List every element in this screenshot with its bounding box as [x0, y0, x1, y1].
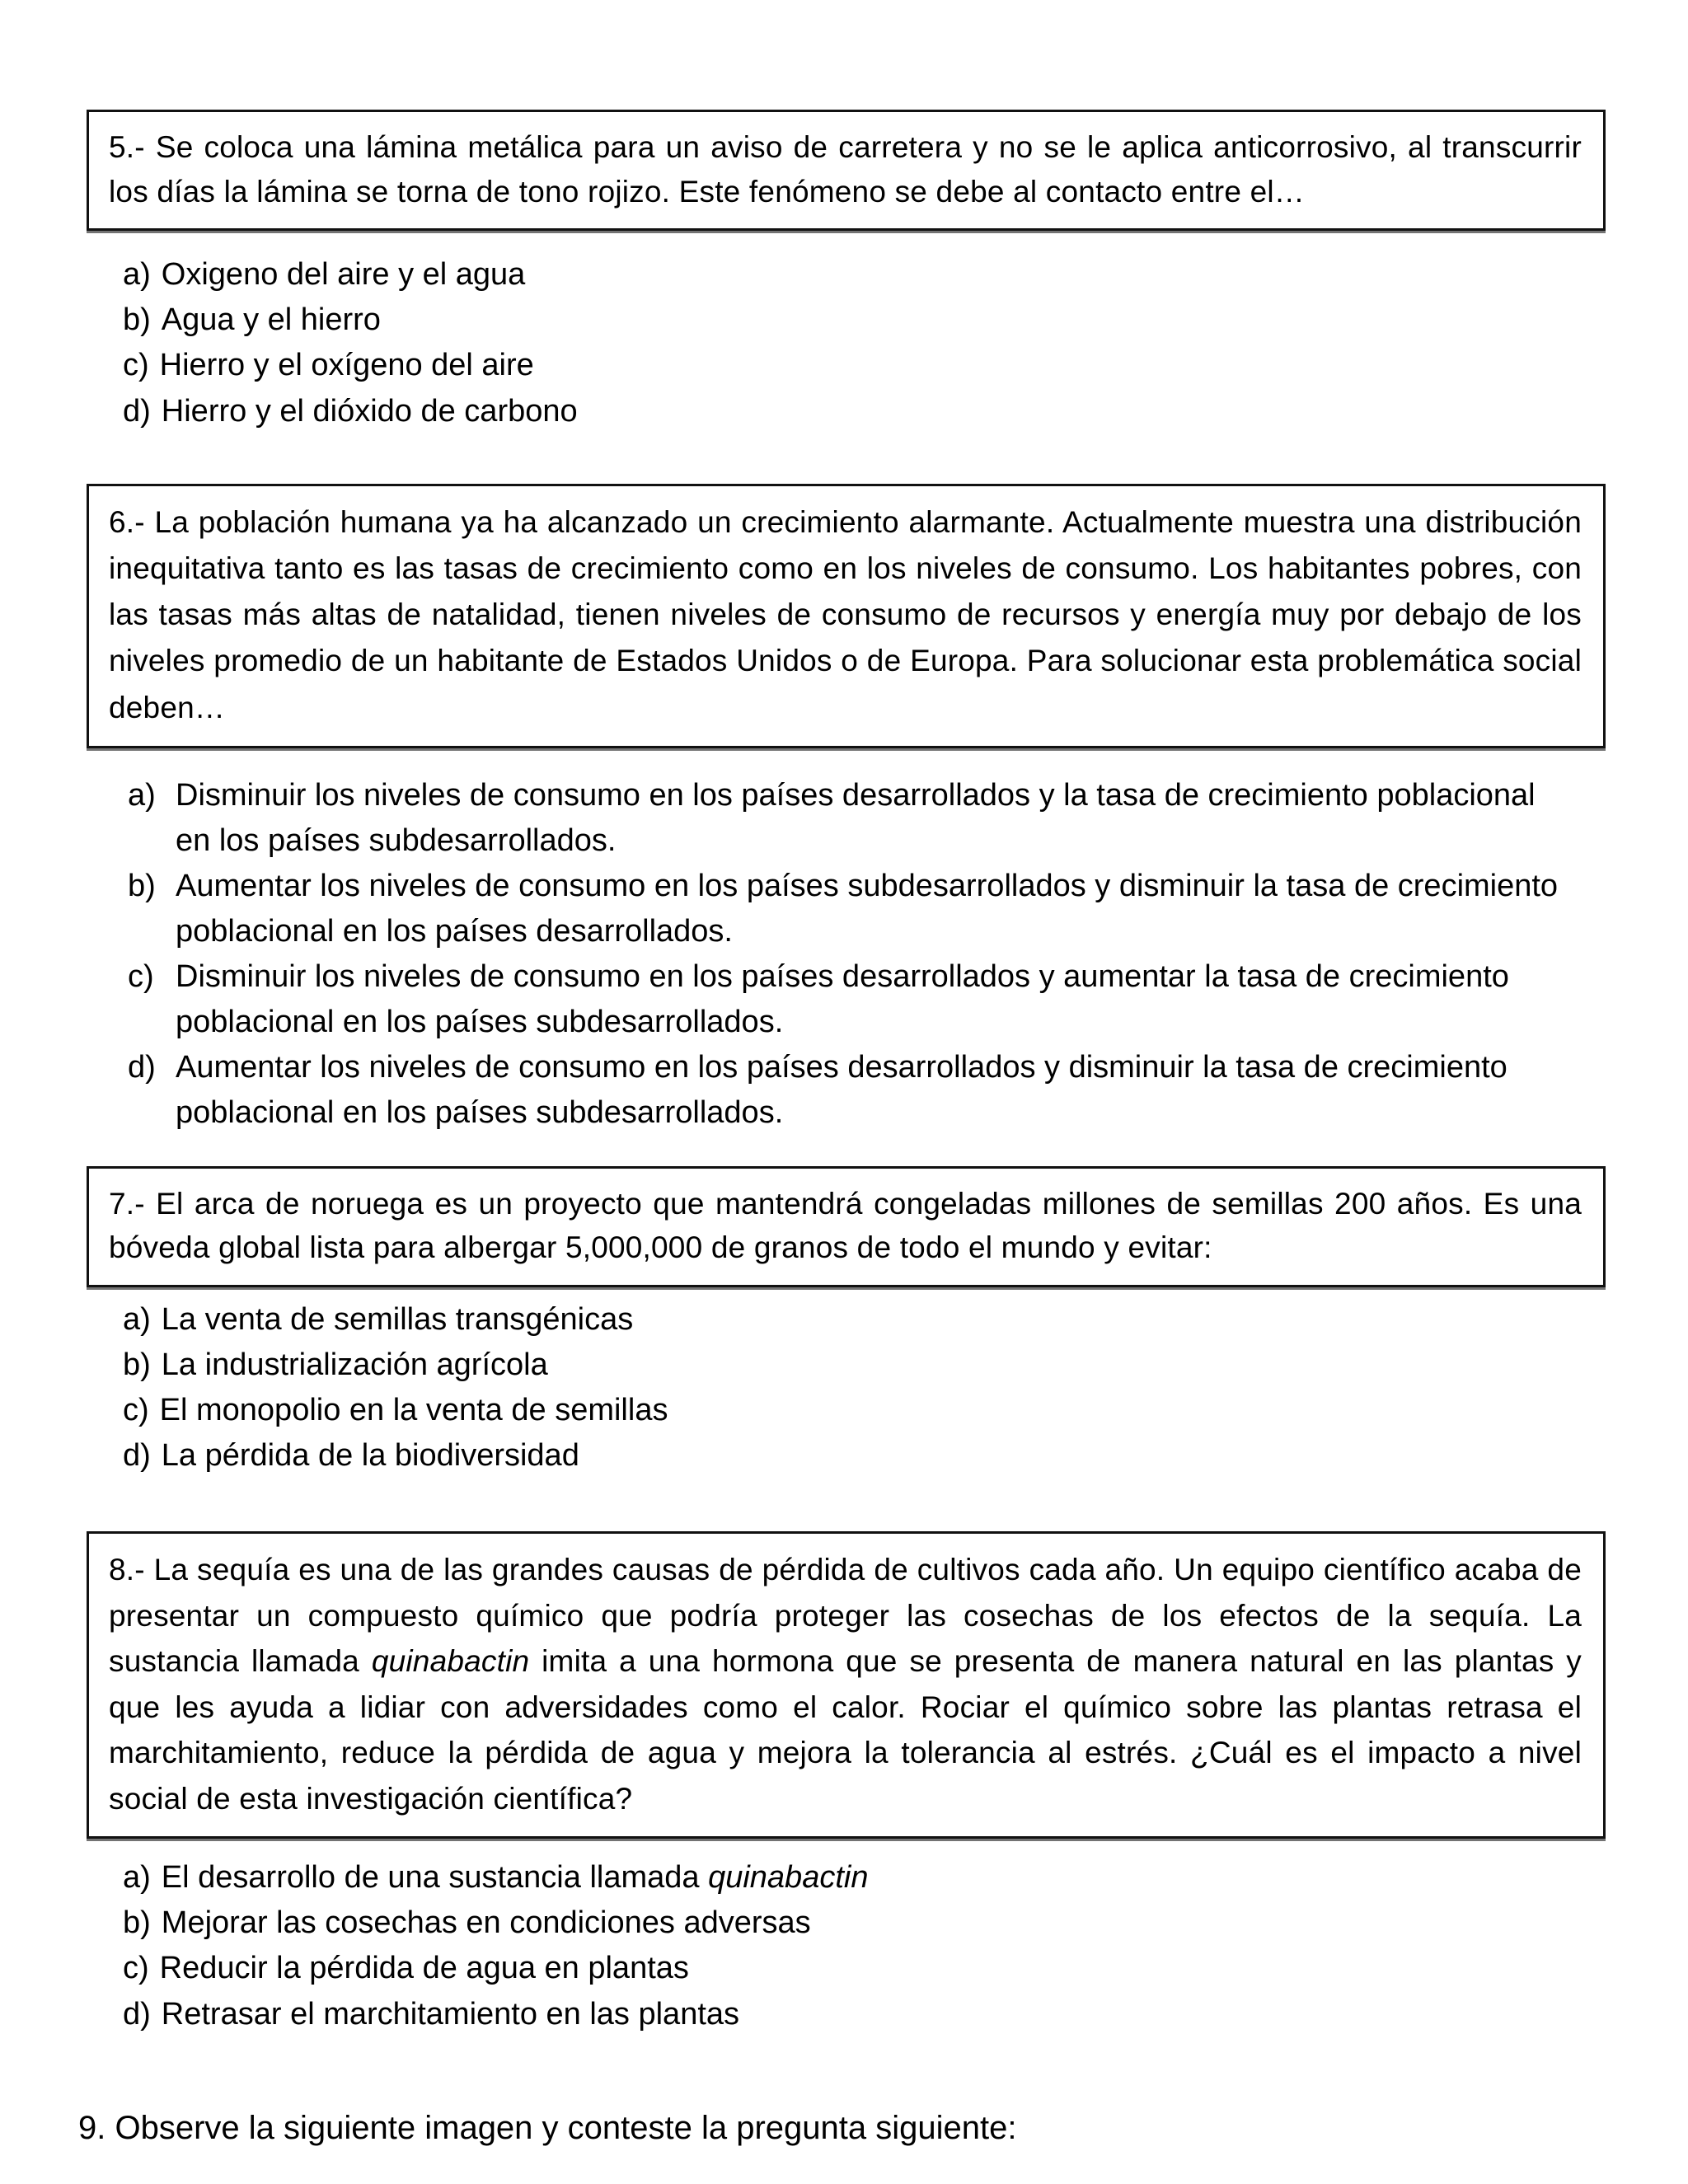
question-5-options — [87, 252, 1606, 434]
option-6d — [128, 1045, 1573, 1136]
option-7a — [123, 1297, 1597, 1343]
option-marker: d) — [123, 1438, 151, 1474]
question-6-section — [87, 484, 1606, 1137]
question-5-text: 5.- Se coloca una lámina metálica para un aviso de carretera y no se le aplica anticorrosivo, al transcurrir los días la lámina se torna de tono rojizo. Este fenómeno se debe al contacto entre el… — [109, 130, 1582, 209]
question-5-box — [87, 110, 1606, 231]
option-8a-italic-term: quinabactin — [708, 1860, 869, 1896]
question-8-text — [109, 1547, 1582, 1821]
question-5-section — [87, 110, 1606, 434]
question-6-box — [87, 484, 1606, 748]
option-marker: c) — [123, 348, 149, 383]
option-text: Aumentar los niveles de consumo en los países desarrollados y disminuir la tasa de crecimiento poblacional en los países subdesarrollados. — [176, 1050, 1507, 1131]
option-marker: a) — [123, 1301, 151, 1337]
question-8-text-after: imita a una hormona que se presenta de manera natural en las plantas y que les ayuda a lidiar con adversidades como el calor. Rociar el químico sobre las plantas retrasa el marchitamiento, reduce la pérdida de agua y mejora la tolerancia al estrés. ¿Cuál es el impacto a nivel social de esta investigación científica? — [109, 1644, 1582, 1816]
option-text: Mejorar las cosechas en condiciones adversas — [161, 1905, 811, 1941]
option-text: El monopolio en la venta de semillas — [159, 1393, 668, 1428]
option-marker: c) — [128, 959, 154, 995]
question-8-options — [87, 1855, 1606, 2036]
question-7-section — [87, 1166, 1606, 1479]
option-8a — [123, 1855, 1597, 1900]
question-6-text: 6.- La población humana ya ha alcanzado un crecimiento alarmante. Actualmente muestra una distribución inequitativa tanto es las tasas de crecimiento como en los niveles de consumo. Los habitantes pobres, con las tasas más altas de natalidad, tienen niveles de consumo de recursos y energía muy por debajo de los niveles promedio de un habitante de Estados Unidos o de Europa. Para solucionar esta problemática social deben… — [109, 504, 1582, 724]
question-7-text: 7.- El arca de noruega es un proyecto que mantendrá congeladas millones de semillas 200 años. Es una bóveda global lista para albergar 5,000,000 de granos de todo el mundo y evitar: — [109, 1186, 1582, 1265]
option-marker: d) — [123, 1996, 151, 2032]
question-7-options — [87, 1297, 1606, 1479]
option-marker: a) — [123, 1860, 151, 1896]
option-text: La industrialización agrícola — [161, 1347, 548, 1382]
option-5d — [123, 389, 1597, 434]
option-marker: b) — [123, 1347, 151, 1382]
option-text: Agua y el hierro — [161, 302, 381, 338]
option-marker: c) — [123, 1951, 149, 1986]
option-8c — [123, 1946, 1597, 1991]
option-marker: a) — [123, 257, 151, 293]
option-7b — [123, 1343, 1597, 1388]
question-8-text-before: 8.- La sequía es una de las grandes causas de pérdida de cultivos cada año. Un equipo científico acaba de presentar un compuesto químico que podría proteger las cosechas de los efectos de la sequía. La sustancia llamada — [109, 1553, 1582, 1679]
option-marker: c) — [123, 1393, 149, 1428]
option-text: La venta de semillas transgénicas — [161, 1301, 634, 1337]
option-marker: a) — [128, 777, 156, 813]
option-6b — [128, 864, 1573, 954]
question-8-italic-term: quinabactin — [371, 1644, 530, 1679]
option-8d — [123, 1992, 1597, 2037]
option-text: Aumentar los niveles de consumo en los países subdesarrollados y disminuir la tasa de crecimiento poblacional en los países desarrollados. — [176, 869, 1559, 949]
option-marker: b) — [123, 302, 151, 338]
question-8-section — [87, 1531, 1606, 2036]
option-text: Reducir la pérdida de agua en plantas — [159, 1951, 689, 1986]
question-7-box — [87, 1166, 1606, 1287]
option-text: La pérdida de la biodiversidad — [161, 1438, 579, 1474]
option-marker: d) — [128, 1050, 156, 1085]
option-marker: b) — [123, 1905, 151, 1941]
option-marker: b) — [128, 869, 156, 904]
question-9-leadin: 9. Observe la siguiente imagen y conteste la pregunta siguiente: — [78, 2109, 1017, 2146]
option-6c — [128, 954, 1573, 1045]
option-text: Oxigeno del aire y el agua — [161, 257, 526, 293]
question-8-box — [87, 1531, 1606, 1839]
option-text: Disminuir los niveles de consumo en los países desarrollados y aumentar la tasa de crecimiento poblacional en los países subdesarrollados. — [176, 959, 1509, 1040]
option-text: Retrasar el marchitamiento en las plantas — [161, 1996, 740, 2032]
option-5b — [123, 298, 1597, 343]
option-6a — [128, 773, 1573, 864]
option-7c — [123, 1388, 1597, 1433]
option-text: Disminuir los niveles de consumo en los países desarrollados y la tasa de crecimiento poblacional en los países subdesarrollados. — [176, 777, 1536, 858]
option-text: El desarrollo de una sustancia llamada quinabactin — [161, 1860, 869, 1896]
option-7d — [123, 1433, 1597, 1479]
option-8b — [123, 1900, 1597, 1946]
option-5c — [123, 343, 1597, 388]
option-marker: d) — [123, 393, 151, 429]
option-5a — [123, 252, 1597, 298]
option-text: Hierro y el dióxido de carbono — [161, 393, 578, 429]
option-text: Hierro y el oxígeno del aire — [159, 348, 534, 383]
question-6-options — [87, 773, 1606, 1137]
